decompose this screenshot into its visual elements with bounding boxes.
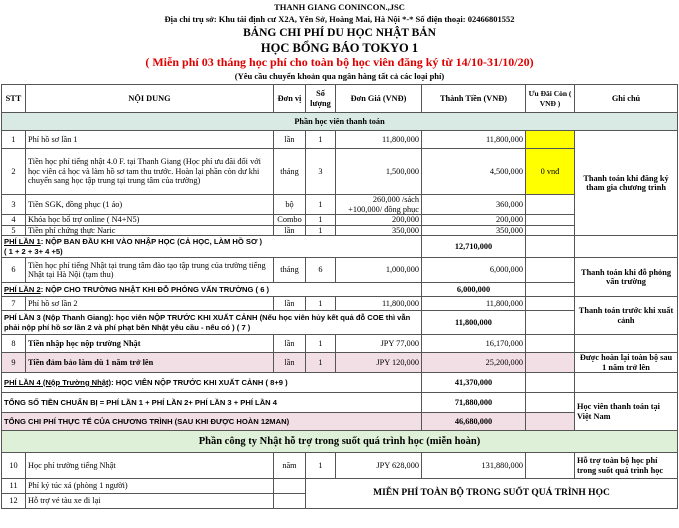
company-address: Địa chỉ trụ sở: Khu tái định cư X2A, Yên Sở, Hoàng Mai, Hà Nội *-* Số điện thoại: 02466801552 [164,14,515,24]
row-unit: Combo [274,215,306,226]
section-header [2,431,678,453]
note-before-departure: Thanh toán trước khi xuất cảnh [575,297,678,335]
row-discount: 0 vnđ [526,149,575,195]
row-discount [526,131,575,149]
row-content: Tiền học phí tiếng Nhật tại trung tâm đào tạo tập trung của trường tiếng Nhật tại Hà Nội (tạm thu) [26,258,274,283]
row-price: JPY 77,000 [336,335,422,353]
cost-table [1,84,678,509]
row-stt: 3 [2,195,26,215]
scholarship-title: HỌC BỔNG BÁO TOKYO 1 [260,41,419,55]
phase-3-total: 11,800,000 [422,311,526,335]
phase-2-label [2,283,422,297]
row-total: 350,000 [422,225,526,236]
row-stt: 9 [2,353,26,373]
sum-total: 71,880,000 [422,393,526,413]
section-header [2,113,678,131]
table-row [2,258,678,283]
col-unit: Đơn vị [274,85,306,113]
row-content: Hỗ trợ vé tàu xe đi lại [26,494,274,509]
row-price: 11,800,000 [336,131,422,149]
phase-4-total: 41,370,000 [422,373,526,393]
row-stt: 5 [2,225,26,236]
table-row [2,353,678,373]
row-qty: 6 [306,258,336,283]
sum-label: TỔNG SỐ TIỀN CHUẨN BỊ = PHÍ LẦN 1 + PHÍ LẦN 2+ PHÍ LẦN 3 + PHÍ LẦN 4 [2,393,422,413]
row-content: Tiền phí chứng thực Naric [26,225,274,236]
row-total: 11,800,000 [422,131,526,149]
col-discount: Ưu Đãi Còn ( VNĐ ) [526,85,575,113]
row-total: 6,000,000 [422,258,526,283]
sum-row [2,393,678,413]
note-refund: Được hoàn lại toàn bộ sau 1 năm trở lên [575,353,678,373]
row-qty: 1 [306,215,336,226]
row-stt: 4 [2,215,26,226]
col-note: Ghi chú [575,85,678,113]
note-interview: Thanh toán khi đỗ phỏng vấn trường [575,258,678,297]
row-unit: bộ [274,195,306,215]
row-unit: năm [274,453,306,479]
row-discount [526,215,575,226]
row-content: Phí hồ sơ lần 1 [26,131,274,149]
row-stt: 2 [2,149,26,195]
empty-cell [526,236,575,258]
empty-cell [526,413,575,431]
row-content: Học phí trường tiếng Nhật [26,453,274,479]
phase-4-tag: PHÍ LẦN 4 [4,377,41,387]
row-total: 360,000 [422,195,526,215]
row-discount [526,195,575,215]
row-unit: lần [274,131,306,149]
row-total: 131,880,000 [422,453,526,479]
row-qty: 1 [306,225,336,236]
row-price: JPY 120,000 [336,353,422,373]
row-content: Phí ký túc xá (phòng 1 người) [26,479,274,494]
empty-cell [526,373,575,393]
row-discount [526,453,575,479]
row-stt: 8 [2,335,26,353]
payment-note: (Yêu cầu chuyển khoản qua ngân hàng tất cả các loại phí) [234,71,445,81]
row-stt: 12 [2,494,26,509]
row-discount [526,297,575,311]
row-stt: 10 [2,453,26,479]
col-price: Đơn Giá (VNĐ) [336,85,422,113]
row-unit [274,479,306,494]
real-cost-total: 46,680,000 [422,413,526,431]
row-content: Tiền đảm bảo làm dù 1 năm trở lên [26,353,274,373]
row-content: Tiền SGK, đồng phục (1 áo) [26,195,274,215]
table-row [2,479,678,494]
phase-2-tag: PHÍ LẦN 2 [4,284,41,294]
note-registration: Thanh toán khi đăng ký tham gia chương trình [575,131,678,236]
promotion-text: ( Miễn phí 03 tháng học phí cho toàn bộ học viên đăng ký từ 14/10-31/10/20) [145,55,534,69]
row-unit [274,494,306,509]
row-discount [526,335,575,353]
empty-cell [526,393,575,413]
empty-cell [575,335,678,353]
section-title: Phần công ty Nhật hỗ trợ trong suốt quá trình học (miễn hoàn) [2,431,678,453]
row-unit: lần [274,335,306,353]
row-unit: tháng [274,149,306,195]
row-qty: 1 [306,297,336,311]
header-row [2,85,678,113]
free-support-text: MIỄN PHÍ TOÀN BỘ TRONG SUỐT QUÁ TRÌNH HỌC [306,479,678,509]
row-price: 11,800,000 [336,297,422,311]
row-price: 260,000 /sách +100,000/ đồng phục [336,195,422,215]
row-qty: 1 [306,335,336,353]
phase-1-total: 12,710,000 [422,236,526,258]
row-total: 16,170,000 [422,335,526,353]
row-unit: tháng [274,258,306,283]
phase-1-label [2,236,422,258]
table-row [2,453,678,479]
row-qty: 1 [306,195,336,215]
empty-cell [526,311,575,335]
row-qty: 3 [306,149,336,195]
row-discount [526,353,575,373]
row-content: Tiền học phí tiếng nhật 4.0 F. tại Thanh Giang (Học phí ưu đãi đối với học viên cả học và làm hồ sơ tam thu trước. Hoàn lại phần còn dư khi chuyển sang học tập trung tại trung tâm của trường) [26,149,274,195]
row-discount [526,258,575,283]
phase-1-text: : NỘP BAN ĐẦU KHI VÀO NHẬP HỌC (CẢ HỌC, LÀM HỒ SƠ ) [40,237,263,246]
row-stt: 7 [2,297,26,311]
row-price: 200,000 [336,215,422,226]
row-price: 350,000 [336,225,422,236]
phase-4-text: : HỌC VIÊN NỘP TRƯỚC KHI XUẤT CẢNH ( 8+9 ) [111,377,288,387]
phase-1-tag: PHÍ LẦN 1 [4,237,41,246]
row-qty: 1 [306,453,336,479]
company-name: THANH GIANG CONINCON.,JSC [274,2,405,12]
row-qty: 1 [306,131,336,149]
row-price: JPY 628,000 [336,453,422,479]
document-title: BẢNG CHI PHÍ DU HỌC NHẬT BẢN [243,27,436,39]
row-stt: 11 [2,479,26,494]
row-total: 200,000 [422,215,526,226]
empty-cell [526,283,575,297]
row-stt: 1 [2,131,26,149]
row-content: Khóa học bổ trợ online ( N4+N5) [26,215,274,226]
note-vietnam: Học viên thanh toán tại Việt Nam [575,393,678,431]
col-qty: Số lượng [306,85,336,113]
row-unit: lần [274,297,306,311]
table-row [2,297,678,311]
col-content: NỘI DUNG [26,85,274,113]
row-total: 11,800,000 [422,297,526,311]
row-qty: 1 [306,353,336,373]
row-total: 25,200,000 [422,353,526,373]
col-stt: STT [2,85,26,113]
table-row [2,335,678,353]
row-content: Phí hồ sơ lần 2 [26,297,274,311]
row-price: 1,000,000 [336,258,422,283]
empty-cell [575,373,678,393]
row-price: 1,500,000 [336,149,422,195]
real-cost-label: TỔNG CHI PHÍ THỰC TẾ CỦA CHƯƠNG TRÌNH (SAU KHI ĐƯỢC HOÀN 12MAN) [2,413,422,431]
note-tuition-support: Hỗ trợ toàn bộ học phí trong suốt quá trình học [575,453,678,479]
table-row [2,131,678,149]
row-unit: lần [274,353,306,373]
empty-cell [575,236,678,258]
phase-1-sub: ( 1 + 2 + 3+ 4 +5) [4,246,63,256]
section-title: Phần học viên thanh toán [2,113,678,131]
phase-4-label [2,373,422,393]
row-unit: lần [274,225,306,236]
row-total: 4,500,000 [422,149,526,195]
phase-2-text: : NỘP CHO TRƯỜNG NHẬT KHI ĐỖ PHỎNG VẤN TRƯỜNG ( 6 ) [40,284,270,294]
phase-2-total: 6,000,000 [422,283,526,297]
phase-1-row [2,236,678,258]
phase-3-label: PHÍ LẦN 3 (Nộp Thanh Giang): học viên NỘP TRƯỚC KHI XUẤT CẢNH (Nếu học viên hủy kết quả đỗ COE thì vẫn phải nộp phí hồ sơ lần 2 và phí phạt bên Nhật yêu cầu - nếu có ) ( 7 ) [2,311,422,335]
phase-4-mid: (Nộp Trường Nhật) [40,377,112,387]
phase-4-row [2,373,678,393]
col-total: Thành Tiền (VNĐ) [422,85,526,113]
row-discount [526,225,575,236]
row-stt: 6 [2,258,26,283]
row-content: Tiền nhập học nộp trường Nhật [26,335,274,353]
